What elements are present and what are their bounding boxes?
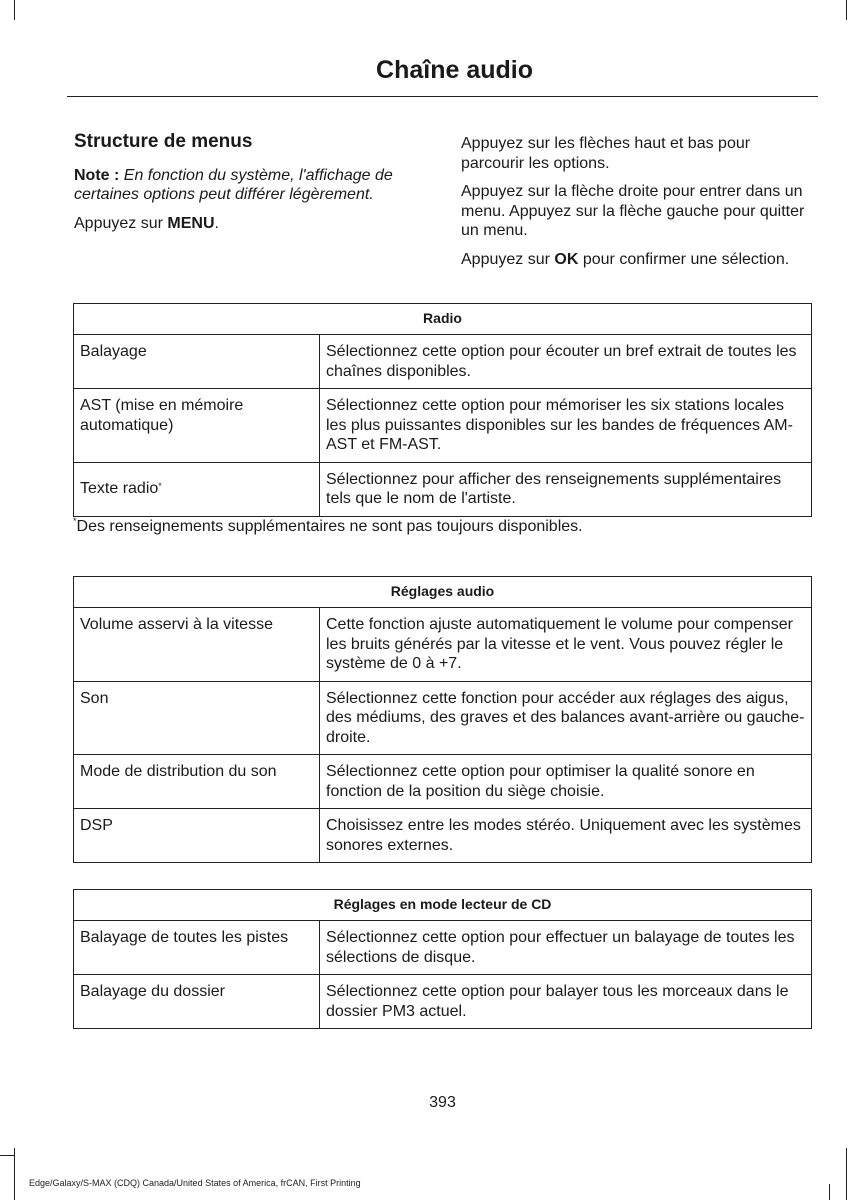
table-row bbox=[74, 755, 812, 809]
row-label: AST (mise en mémoire automatique) bbox=[74, 389, 320, 463]
crop-mark-top-right bbox=[846, 0, 847, 20]
crop-mark-bottom-right-2 bbox=[846, 1148, 847, 1200]
arrows-up-down-paragraph: Appuyez sur les flèches haut et bas pour parcourir les options. bbox=[461, 135, 751, 172]
table-row bbox=[74, 921, 812, 975]
page-number: 393 bbox=[429, 1094, 456, 1111]
intro-left-column bbox=[74, 132, 434, 242]
cd-table-title: Réglages en mode lecteur de CD bbox=[74, 890, 812, 921]
row-description: Sélectionnez cette option pour écouter un bref extrait de toutes les chaînes disponibles. bbox=[320, 335, 812, 389]
ok-key: OK bbox=[554, 250, 579, 268]
menu-key: MENU bbox=[167, 214, 215, 232]
ok-instruction-suffix: pour confirmer une sélection. bbox=[582, 250, 790, 268]
header-rule bbox=[67, 96, 818, 97]
row-label: Volume asservi à la vitesse bbox=[74, 608, 320, 682]
row-label: Son bbox=[74, 681, 320, 755]
row-label: Balayage du dossier bbox=[74, 975, 320, 1029]
footnote bbox=[73, 518, 583, 536]
note-label: Note : bbox=[74, 166, 120, 184]
menu-instruction bbox=[74, 214, 434, 234]
row-description: Sélectionnez cette option pour optimiser la qualité sonore en fonction de la position du siège choisie. bbox=[320, 755, 812, 809]
table-header-row bbox=[74, 304, 812, 335]
row-label: Mode de distribution du son bbox=[74, 755, 320, 809]
footnote-text: Des renseignements supplémentaires ne sont pas toujours disponibles. bbox=[76, 518, 583, 535]
note-text: En fonction du système, l'affichage de certaines options peut différer légèrement. bbox=[74, 166, 393, 203]
menu-instruction-suffix: . bbox=[214, 214, 219, 232]
row-description: Cette fonction ajuste automatiquement le volume pour compenser les bruits générés par la vitesse et le vent. Vous pouvez régler le système de 0 à +7. bbox=[320, 608, 812, 682]
row-description: Sélectionnez cette option pour balayer tous les morceaux dans le dossier PM3 actuel. bbox=[320, 975, 812, 1029]
crop-mark-bottom-left-horizontal bbox=[0, 1155, 14, 1156]
table-row bbox=[74, 335, 812, 389]
table-row bbox=[74, 389, 812, 463]
radio-table bbox=[73, 303, 812, 517]
row-label: Balayage bbox=[74, 335, 320, 389]
row-label-text: Texte radio bbox=[80, 480, 159, 498]
ok-instruction bbox=[461, 250, 811, 270]
menu-instruction-prefix: Appuyez sur bbox=[74, 214, 163, 232]
row-label: DSP bbox=[74, 809, 320, 863]
crop-mark-top-left bbox=[14, 0, 15, 20]
section-title: Structure de menus bbox=[74, 131, 253, 152]
footnote-marker: * bbox=[158, 481, 162, 492]
table-row bbox=[74, 462, 812, 516]
audio-settings-table bbox=[73, 576, 812, 863]
intro-right-column bbox=[461, 134, 811, 278]
row-label: Balayage de toutes les pistes bbox=[74, 921, 320, 975]
arrows-left-right-paragraph: Appuyez sur la flèche droite pour entrer dans un menu. Appuyez sur la flèche gauche pour quitter un menu. bbox=[461, 183, 805, 239]
row-description: Choisissez entre les modes stéréo. Uniquement avec les systèmes sonores externes. bbox=[320, 809, 812, 863]
audio-table-title: Réglages audio bbox=[74, 577, 812, 608]
cd-settings-table bbox=[73, 889, 812, 1029]
table-header-row bbox=[74, 577, 812, 608]
table-row bbox=[74, 975, 812, 1029]
page-title: Chaîne audio bbox=[376, 56, 533, 84]
row-description: Sélectionnez cette option pour mémoriser les six stations locales les plus puissantes disponibles sur les bandes de fréquences AM-AST et FM-AST. bbox=[320, 389, 812, 463]
table-row bbox=[74, 681, 812, 755]
crop-mark-bottom-left bbox=[14, 1148, 15, 1200]
table-row bbox=[74, 608, 812, 682]
radio-table-title: Radio bbox=[74, 304, 812, 335]
row-description: Sélectionnez cette option pour effectuer un balayage de toutes les sélections de disque. bbox=[320, 921, 812, 975]
footnote-mark: * bbox=[73, 516, 77, 526]
row-description: Sélectionnez cette fonction pour accéder aux réglages des aigus, des médiums, des graves et des balances avant-arrière ou gauche-droite. bbox=[320, 681, 812, 755]
print-footer: Edge/Galaxy/S-MAX (CDQ) Canada/United States of America, frCAN, First Printing bbox=[29, 1178, 361, 1188]
row-label bbox=[74, 462, 320, 516]
table-row bbox=[74, 809, 812, 863]
crop-mark-bottom-right bbox=[829, 1184, 830, 1200]
table-header-row bbox=[74, 890, 812, 921]
ok-instruction-prefix: Appuyez sur bbox=[461, 250, 550, 268]
note-paragraph bbox=[74, 166, 434, 205]
row-description: Sélectionnez pour afficher des renseignements supplémentaires tels que le nom de l'artiste. bbox=[320, 462, 812, 516]
